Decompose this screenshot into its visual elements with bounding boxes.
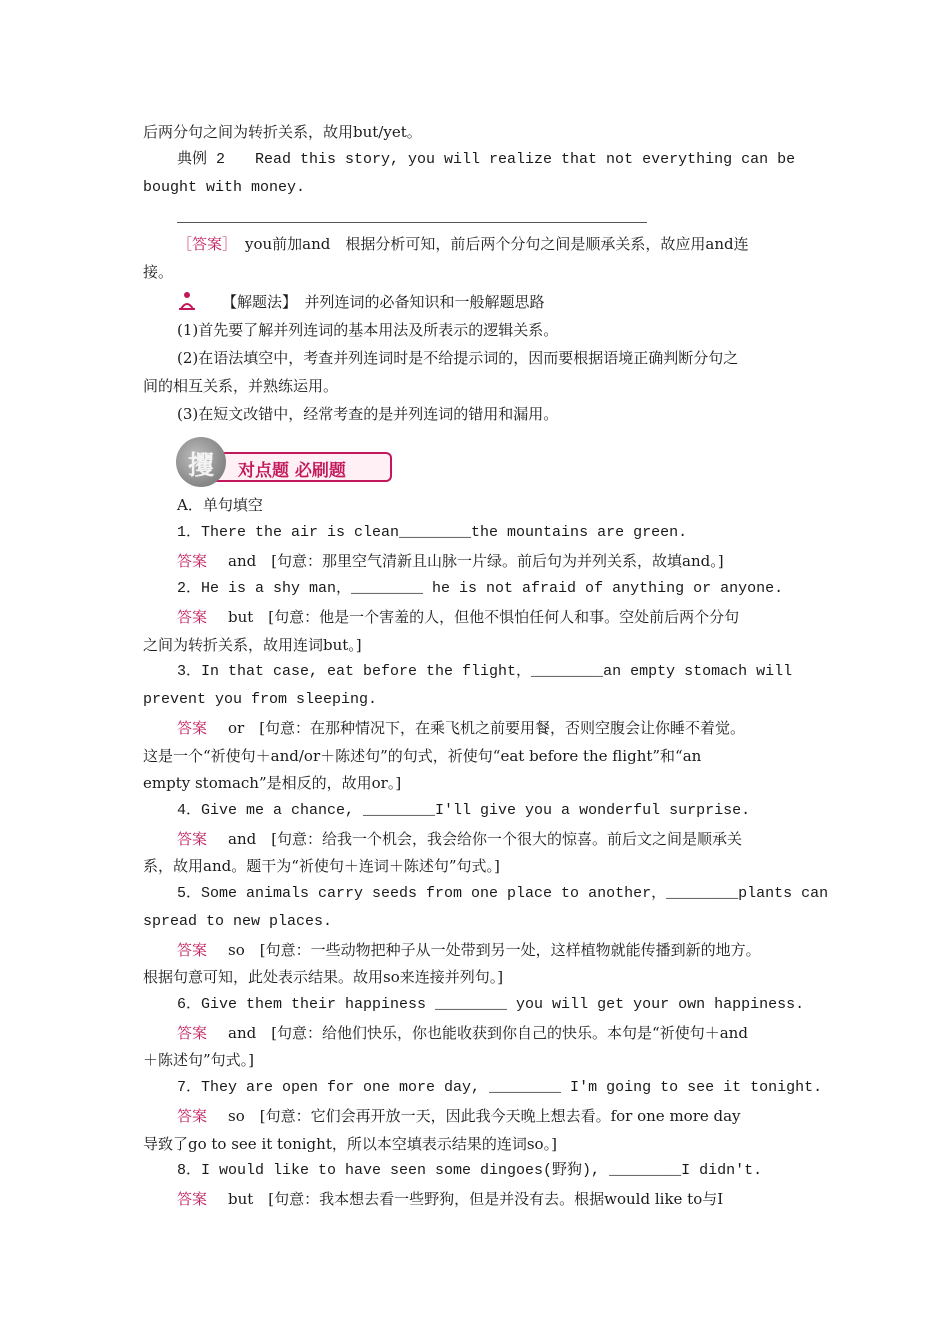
answer-label: 答案 [177,941,208,959]
answer-bracket-label: ［答案］ [177,235,238,253]
answer-label: 答案 [177,552,208,570]
meditating-figure-icon [177,291,197,311]
answer-text: and [句意：给我一个机会，我会给你一个很大的惊喜。前后文之间是顺承关 [228,830,743,848]
answer-text: so [句意：一些动物把种子从一处带到另一处，这样植物就能传播到新的地方。 [228,941,761,959]
answer-text: and [句意：给他们快乐，你也能收获到你自己的快乐。本句是“祈使句＋and [228,1024,748,1042]
answer-label: 答案 [177,1190,208,1208]
answer-text: but [句意：他是一个害羞的人，但他不惧怕任何人和事。空处前后两个分句 [228,608,740,626]
banner-title: 对点题 必刷题 [238,461,346,481]
answer-text: and [句意：那里空气清新且山脉一片绿。前后句为并列关系，故填and。] [228,552,724,570]
banner-bar [210,452,392,482]
answer-blank-line [177,222,647,223]
text-line: prevent you from sleeping. [143,691,378,708]
text-line: 接。 [143,263,174,281]
method-heading: 【解题法】 并列连词的必备知识和一般解题思路 [222,293,545,311]
text-line: 这是一个“祈使句＋and/or＋陈述句”的句式，祈使句“eat before the flight”和“an [143,747,702,765]
text-line: 导致了go to see it tonight，所以本空填表示结果的连词so。] [143,1135,557,1153]
section-title: A．单句填空 [177,496,263,514]
text-line: 系，故用and。题干为“祈使句＋连词＋陈述句”句式。] [143,857,500,875]
text-line: (1)首先要了解并列连词的基本用法及所表示的逻辑关系。 [177,321,559,339]
text-line: 间的相互关系，并熟练运用。 [143,377,339,395]
question-5: 5．Some animals carry seeds from one place to another，________plants can [177,885,829,902]
text-line: (2)在语法填空中，考查并列连词时是不给提示词的，因而要根据语境正确判断分句之 [177,349,739,367]
answer-text: you前加and 根据分析可知，前后两个分句之间是顺承关系，故应用and连 [245,235,749,253]
answer-label: 答案 [177,1024,208,1042]
question-4: 4．Give me a chance, ________I'll give you a wonderful surprise. [177,802,751,819]
answer-label: 答案 [177,608,208,626]
question-8: 8．I would like to have seen some dingoes(野狗), ________I didn't. [177,1162,763,1179]
question-7: 7．They are open for one more day, ________ I'm going to see it tonight. [177,1079,823,1096]
section-banner [176,437,392,487]
text-line: 根据句意可知，此处表示结果。故用so来连接并列句。] [143,968,504,986]
answer-text: but [句意：我本想去看一些野狗，但是并没有去。根据would like to与I [228,1190,724,1208]
text-line: spread to new places. [143,913,333,930]
text-line: empty stomach”是相反的，故用or。] [143,774,402,792]
question-3: 3．In that case, eat before the flight，________an empty stomach will [177,663,793,680]
answer-text: or [句意：在那种情况下，在乘飞机之前要用餐，否则空腹会让你睡不着觉。 [228,719,746,737]
answer-label: 答案 [177,830,208,848]
banner-logo-char: 攫 [187,451,214,481]
question-1: 1．There the air is clean________the mountains are green. [177,524,688,541]
text-line: 之间为转折关系，故用连词but。] [143,636,362,654]
text-line: 后两分句之间为转折关系，故用but/yet。 [143,123,422,141]
example-2-line: 典例 2 Read this story, you will realize that not everything can be [177,151,796,168]
banner-logo [176,437,226,487]
text-line: (3)在短文改错中，经常考查的是并列连词的错用和漏用。 [177,405,559,423]
answer-text: so [句意：它们会再开放一天，因此我今天晚上想去看。for one more day [228,1107,741,1125]
answer-label: 答案 [177,1107,208,1125]
text-line: bought with money. [143,179,306,196]
question-2: 2．He is a shy man，________ he is not afraid of anything or anyone. [177,580,784,597]
answer-label: 答案 [177,719,208,737]
text-line: ＋陈述句”句式。] [143,1051,255,1069]
question-6: 6．Give them their happiness ________ you will get your own happiness. [177,996,805,1013]
